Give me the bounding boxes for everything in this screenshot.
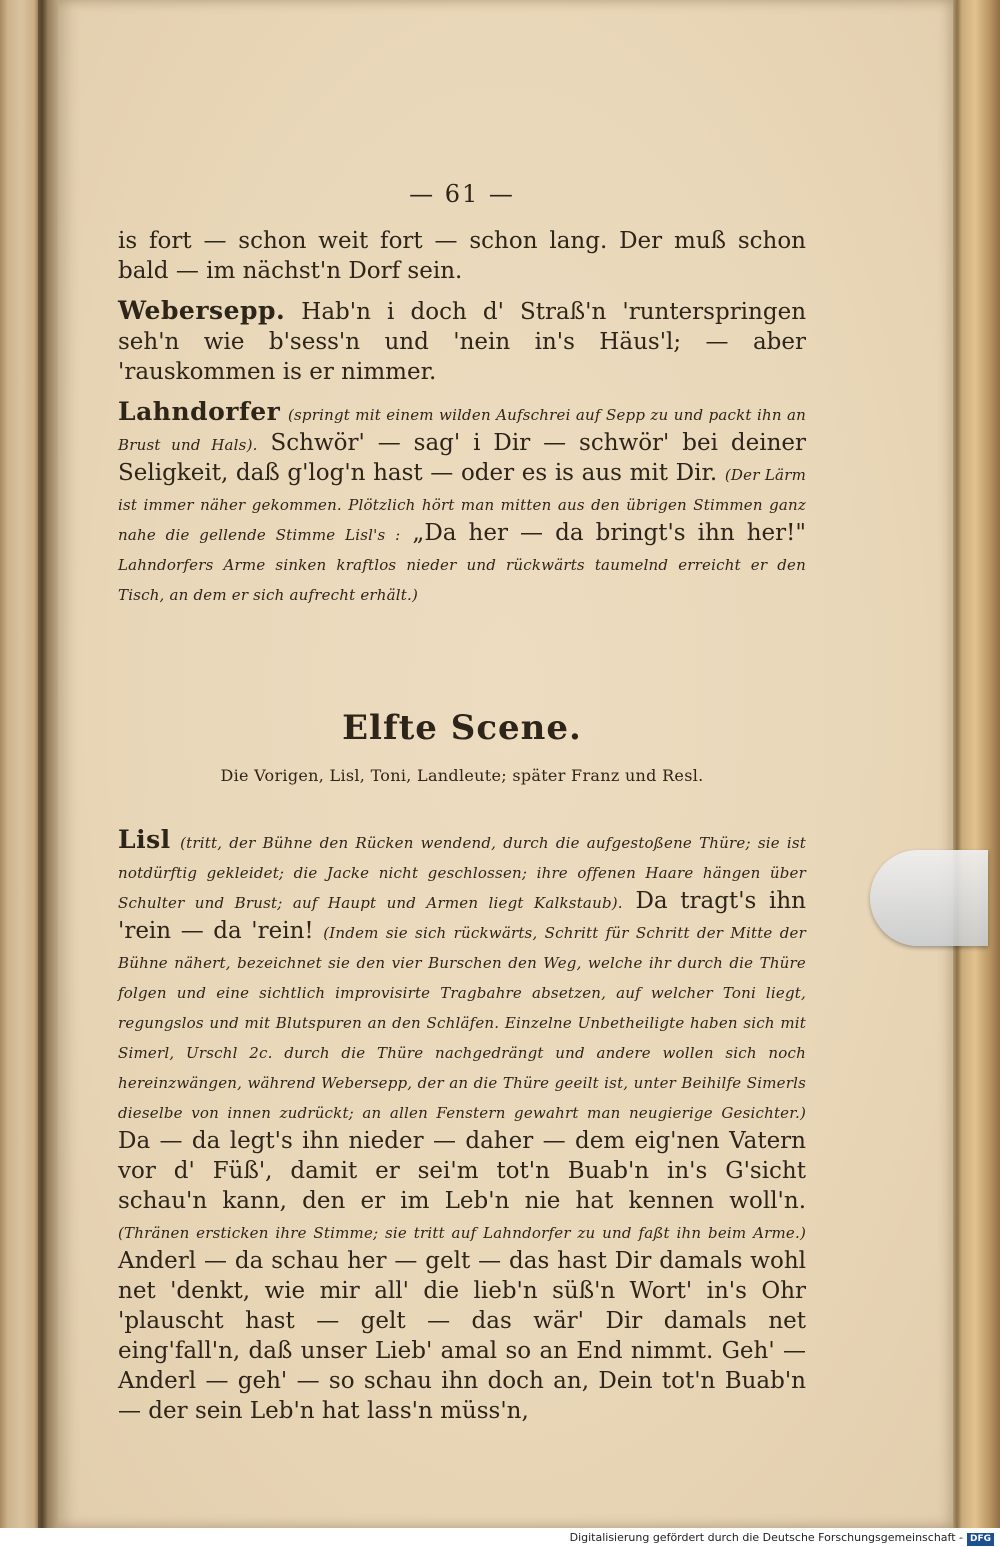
stage-direction: (Der Lärm ist immer näher gekommen. Plötzlich hört man mitten aus den übrigen Stimmen ganz nahe die gellende Stimme Lisl's : xyxy=(118,466,806,544)
paragraph-webersepp xyxy=(118,296,806,387)
speaker-name: Lisl xyxy=(118,825,171,854)
stage-direction: Lahndorfers Arme sinken kraftlos nieder und rückwärts taumelnd erreicht er den Tisch, an dem er sich aufrecht erhält.) xyxy=(118,556,806,604)
page-number: — 61 — xyxy=(409,180,515,208)
paragraph-1-text: is fort — schon weit fort — schon lang. Der muß schon bald — im nächst'n Dorf sein. xyxy=(118,228,806,284)
dialogue-quote: „Da her — da bringt's ihn her!" xyxy=(412,520,806,546)
speaker-name: Webersepp. xyxy=(118,296,286,325)
dialogue-text: Da tragt's ihn 'rein — da 'rein! xyxy=(118,888,806,944)
stage-direction: (springt mit einem wilden Aufschrei auf Sepp zu und packt ihn an Brust und Hals). xyxy=(118,406,807,454)
stage-direction: (Indem sie sich rückwärts, Schritt für Schritt der Mitte der Bühne nähert, bezeichnet sie den vier Burschen den Weg, welche ihr durch die Thüre folgen und eine sichtlich improvisirte Tragbahre absetzen, auf welcher Toni liegt, regungslos und mit Blutspuren an den Schläfen. Einzelne Unbetheiligte haben sich mit Simerl, Urschl 2c. durch die Thüre nachgedrängt und andere wollen sich noch hereinzwängen, während Webersepp, der an die Thüre geeilt ist, unter Beihilfe Simerls dieselbe von innen zudrückt; an allen Fenstern gewahrt man neugierige Gesichter.) xyxy=(118,924,807,1122)
speaker-name: Lahndorfer xyxy=(118,397,281,426)
dialogue-text: Schwör' — sag' i Dir — schwör' bei deiner Seligkeit, daß g'log'n hast — oder es is aus mit Dir. xyxy=(118,430,806,486)
paragraph-lahndorfer xyxy=(118,397,806,608)
footer-credit xyxy=(0,1528,1000,1547)
scene-title: Elfte Scene. xyxy=(342,708,582,748)
scene-persons: Die Vorigen, Lisl, Toni, Landleute; später Franz und Resl. xyxy=(220,766,704,785)
page-clip xyxy=(870,850,988,946)
paragraph-lisl xyxy=(118,825,806,1426)
dialogue-text: Anderl — da schau her — gelt — das hast Dir damals wohl net 'denkt, wie mir all' die lieb'n süß'n Wort' in's Ohr 'plauscht hast — gelt — das wär' Dir damals net eing'fall'n, daß unser Lieb' amal so an End nimmt. Geh' — Anderl — geh' — so schau ihn doch an, Dein tot'n Buab'n — der sein Leb'n hat lass'n müss'n, xyxy=(118,1248,806,1424)
dialogue-text: Da — da legt's ihn nieder — daher — dem eig'nen Vatern vor d' Füß', damit er sei'm tot'n Buab'n in's G'sicht schau'n kann, den er im Leb'n nie hat kennen woll'n. xyxy=(118,1128,806,1214)
stage-direction: (Thränen ersticken ihre Stimme; sie tritt auf Lahndorfer zu und faßt ihn beim Arme.) xyxy=(118,1224,806,1242)
paragraph-1 xyxy=(118,226,806,286)
footer-text: Digitalisierung gefördert durch die Deutsche Forschungsgemeinschaft - xyxy=(569,1531,963,1544)
page-text xyxy=(118,180,806,1426)
dfg-logo: DFG xyxy=(967,1533,994,1546)
dialogue-text: Hab'n i doch d' Straß'n 'runterspringen seh'n wie b'sess'n und 'nein in's Häus'l; — aber 'rauskommen is er nimmer. xyxy=(118,299,807,385)
stage-direction: (tritt, der Bühne den Rücken wendend, durch die aufgestoßene Thüre; sie ist notdürftig gekleidet; die Jacke nicht geschlossen; ihre offenen Haare hängen über Schulter und Brust; auf Haupt und Armen liegt Kalkstaub). xyxy=(118,834,807,912)
